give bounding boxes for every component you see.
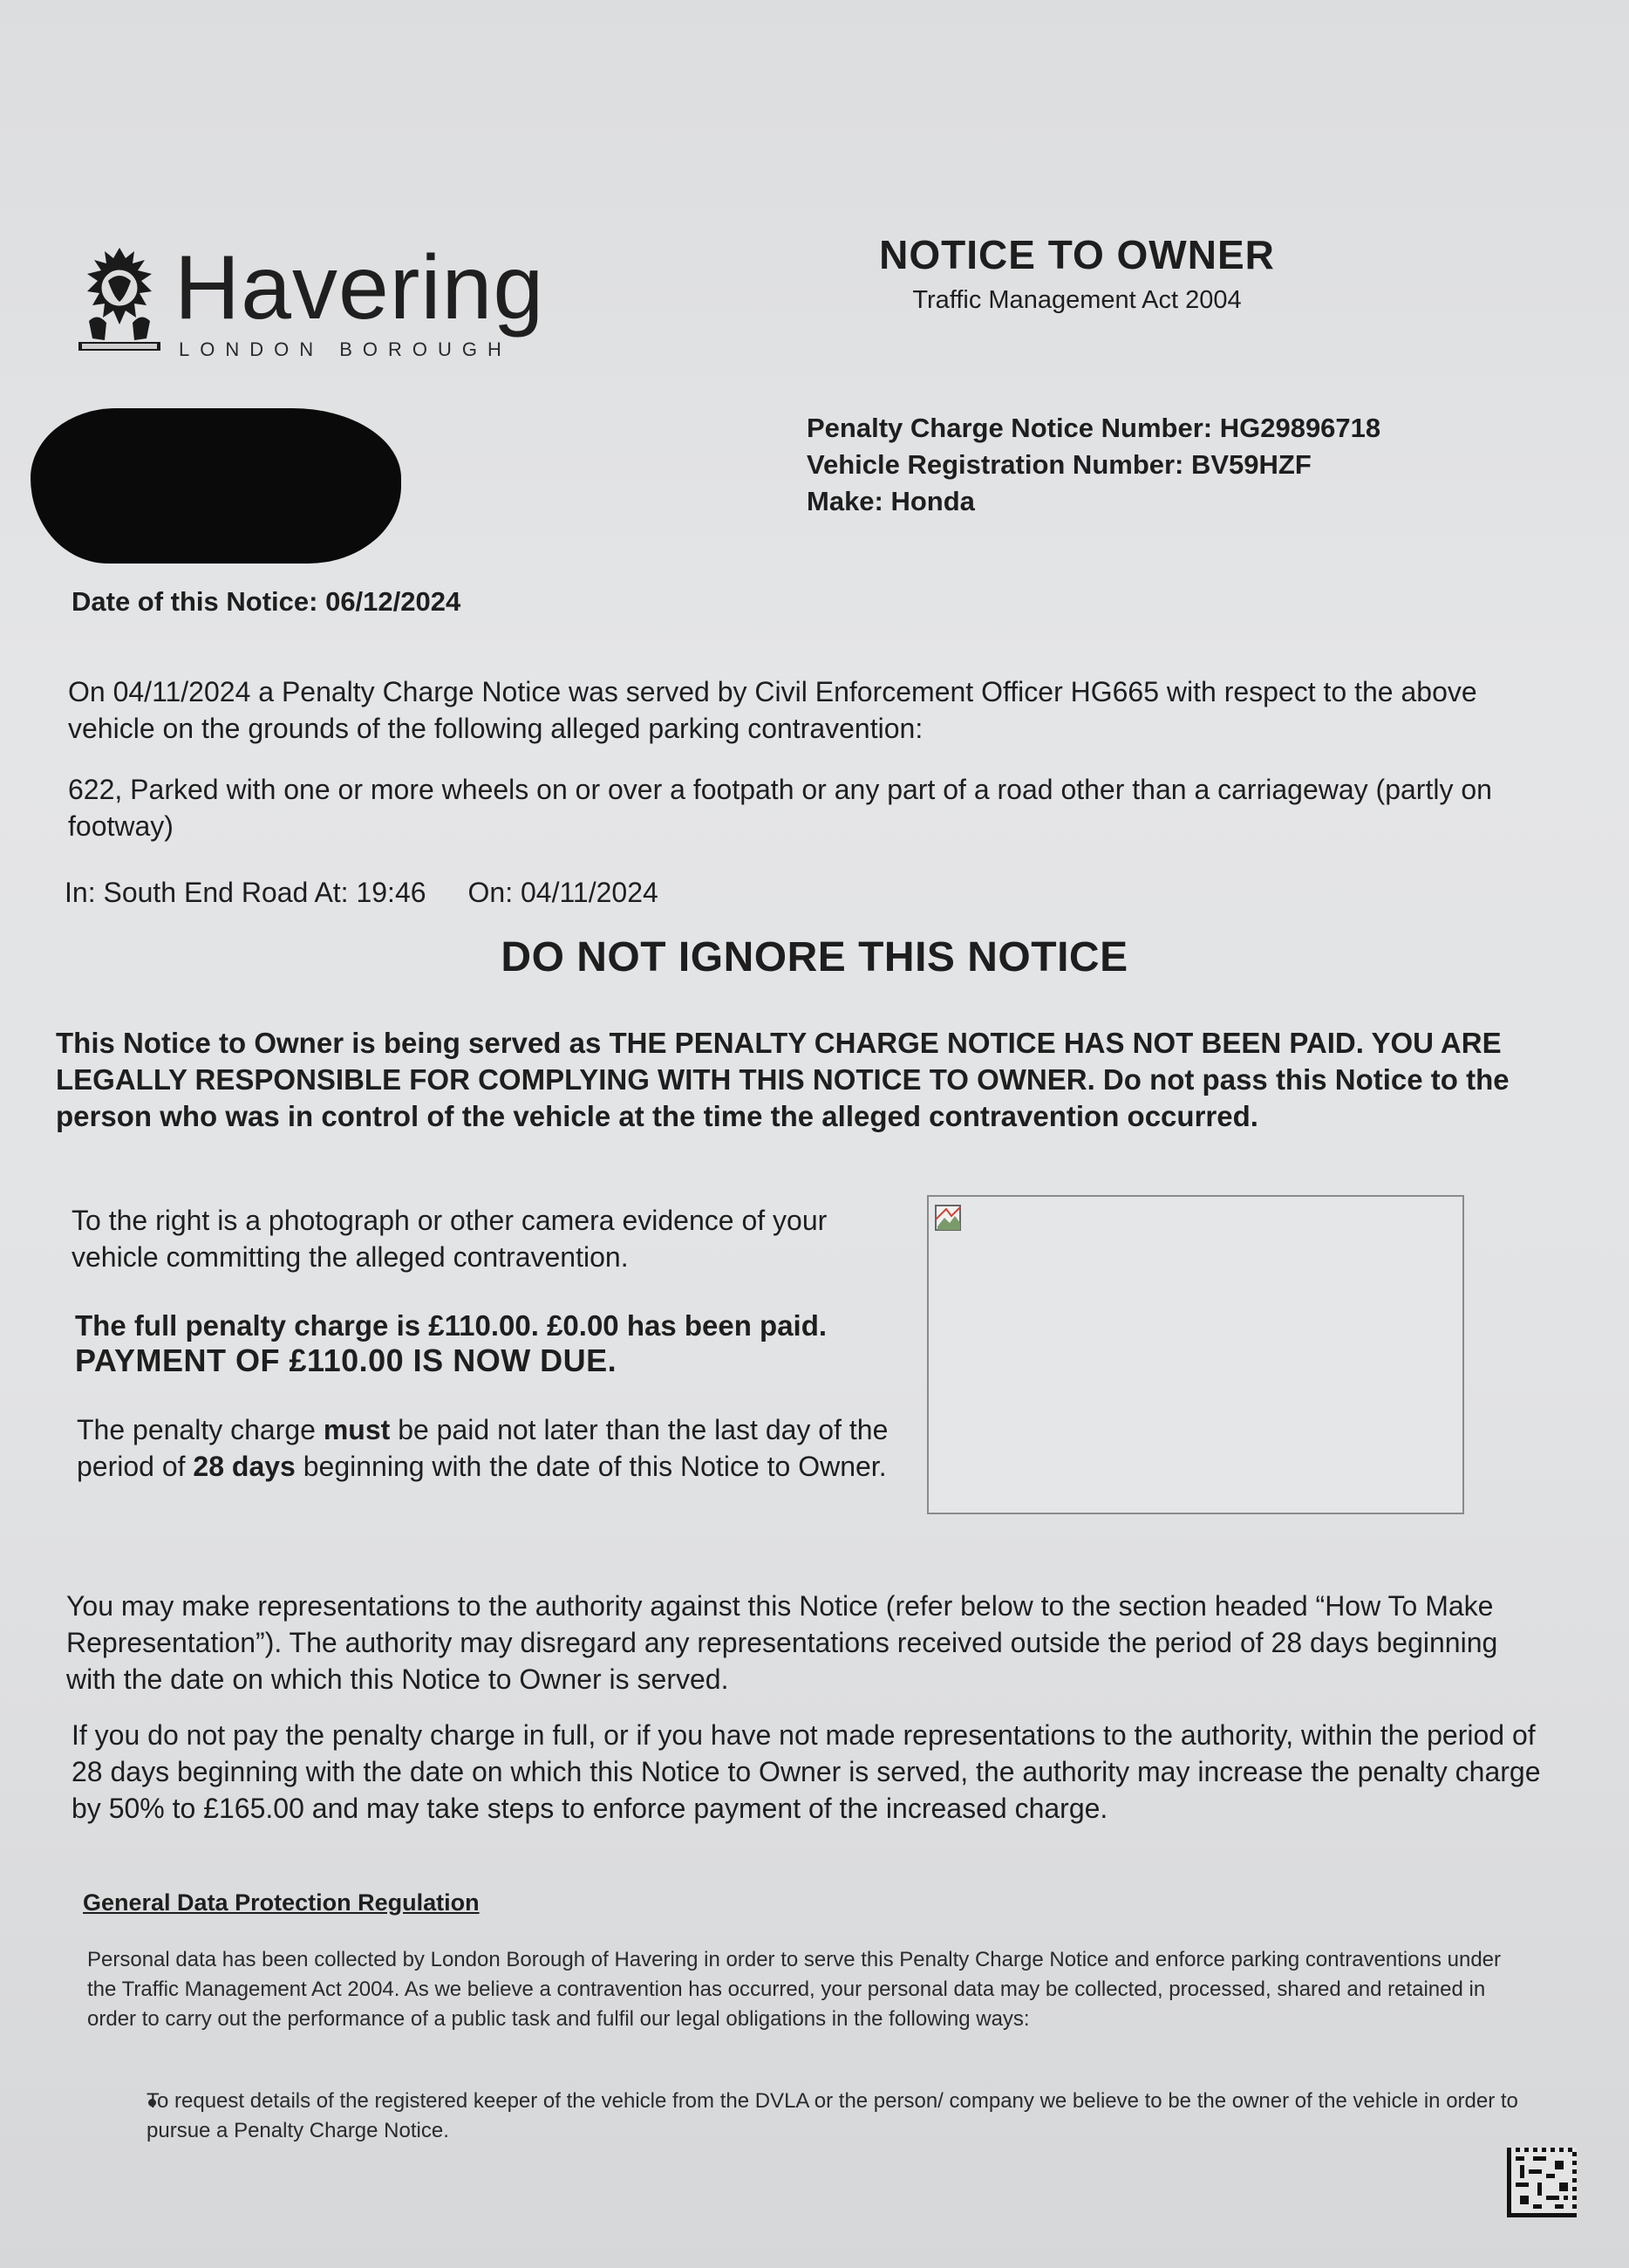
gdpr-bullet: To request details of the registered keeper of the vehicle from the DVLA or the person/ company we believe to be the owner of the vehicle in order to pursue a Penalty Charge Notice. bbox=[147, 2089, 1518, 2142]
penalty-charge bbox=[75, 1308, 912, 1378]
pcn-number: Penalty Charge Notice Number: HG29896718 bbox=[807, 413, 1381, 443]
contravention-description: 622, Parked with one or more wheels on or over a footpath or any part of a road other than a carriageway (partly on footway) bbox=[68, 774, 1492, 842]
photo-evidence[interactable] bbox=[927, 1195, 1464, 1514]
location-street-time: In: South End Road At: 19:46 bbox=[65, 877, 426, 908]
payment-deadline: The penalty charge must be paid not later than the last day of the period of 28 days beginning with the date of this Notice to Owner. bbox=[77, 1414, 889, 1482]
gdpr-body: Personal data has been collected by London Borough of Havering in order to serve this Penalty Charge Notice and enforce parking contraventions under the Traffic Management Act 2004. As we believe a contravention has occurred, your personal data may be collected, processed, shared and retained in order to carry out the performance of a public task and fulfil our legal obligations in the following ways: bbox=[87, 1948, 1502, 2031]
broken-image-icon bbox=[934, 1204, 964, 1233]
charge-amount: The full penalty charge is £110.00. £0.00 has been paid. bbox=[75, 1309, 828, 1342]
page-subtitle: Traffic Management Act 2004 bbox=[912, 286, 1242, 314]
contravention-location bbox=[65, 874, 700, 911]
warning-heading: DO NOT IGNORE THIS NOTICE bbox=[501, 934, 1128, 980]
location-date: On: 04/11/2024 bbox=[467, 877, 658, 908]
datamatrix-barcode bbox=[1507, 2148, 1577, 2217]
vehicle-registration: Vehicle Registration Number: BV59HZF bbox=[807, 449, 1312, 480]
increase-paragraph: If you do not pay the penalty charge in full, or if you have not made representations to the authority, within the period of 28 days beginning with the date on which this Notice to Owner is served, the authority may increase the penalty charge by 50% to £165.00 and may take steps to enforce payment of the increased charge. bbox=[72, 1719, 1541, 1824]
gdpr-heading: General Data Protection Regulation bbox=[83, 1889, 480, 1916]
legal-notice: This Notice to Owner is being served as THE PENALTY CHARGE NOTICE HAS NOT BEEN PAID. YOU ARE LEGALLY RESPONSIBLE FOR COMPLYING WITH THIS NOTICE TO OWNER. Do not pass this Notice to the person who was in control of the vehicle at the time the alleged contravention occurred. bbox=[56, 1027, 1510, 1132]
page-title: NOTICE TO OWNER bbox=[879, 232, 1275, 277]
photo-evidence-text: To the right is a photograph or other camera evidence of your vehicle committing the alleged contravention. bbox=[72, 1205, 828, 1273]
redacted-address bbox=[31, 408, 401, 564]
payment-due: PAYMENT OF £110.00 IS NOW DUE. bbox=[75, 1342, 617, 1378]
logo-wordmark: Havering bbox=[174, 237, 545, 338]
logo-subtitle: LONDON BOROUGH bbox=[179, 338, 512, 360]
representations-paragraph: You may make representations to the authority against this Notice (refer below to the section headed “How To Make Representation”). The authority may disregard any representations received outside the period of 28 days beginning with the date on which this Notice to Owner is served. bbox=[66, 1590, 1498, 1695]
borough-crest-icon bbox=[72, 244, 167, 358]
notice-date: Date of this Notice: 06/12/2024 bbox=[72, 586, 461, 617]
intro-paragraph: On 04/11/2024 a Penalty Charge Notice was served by Civil Enforcement Officer HG665 with respect to the above vehicle on the grounds of the following alleged parking contravention: bbox=[68, 676, 1477, 744]
reference-block bbox=[807, 410, 1380, 520]
vehicle-make: Make: Honda bbox=[807, 486, 975, 516]
